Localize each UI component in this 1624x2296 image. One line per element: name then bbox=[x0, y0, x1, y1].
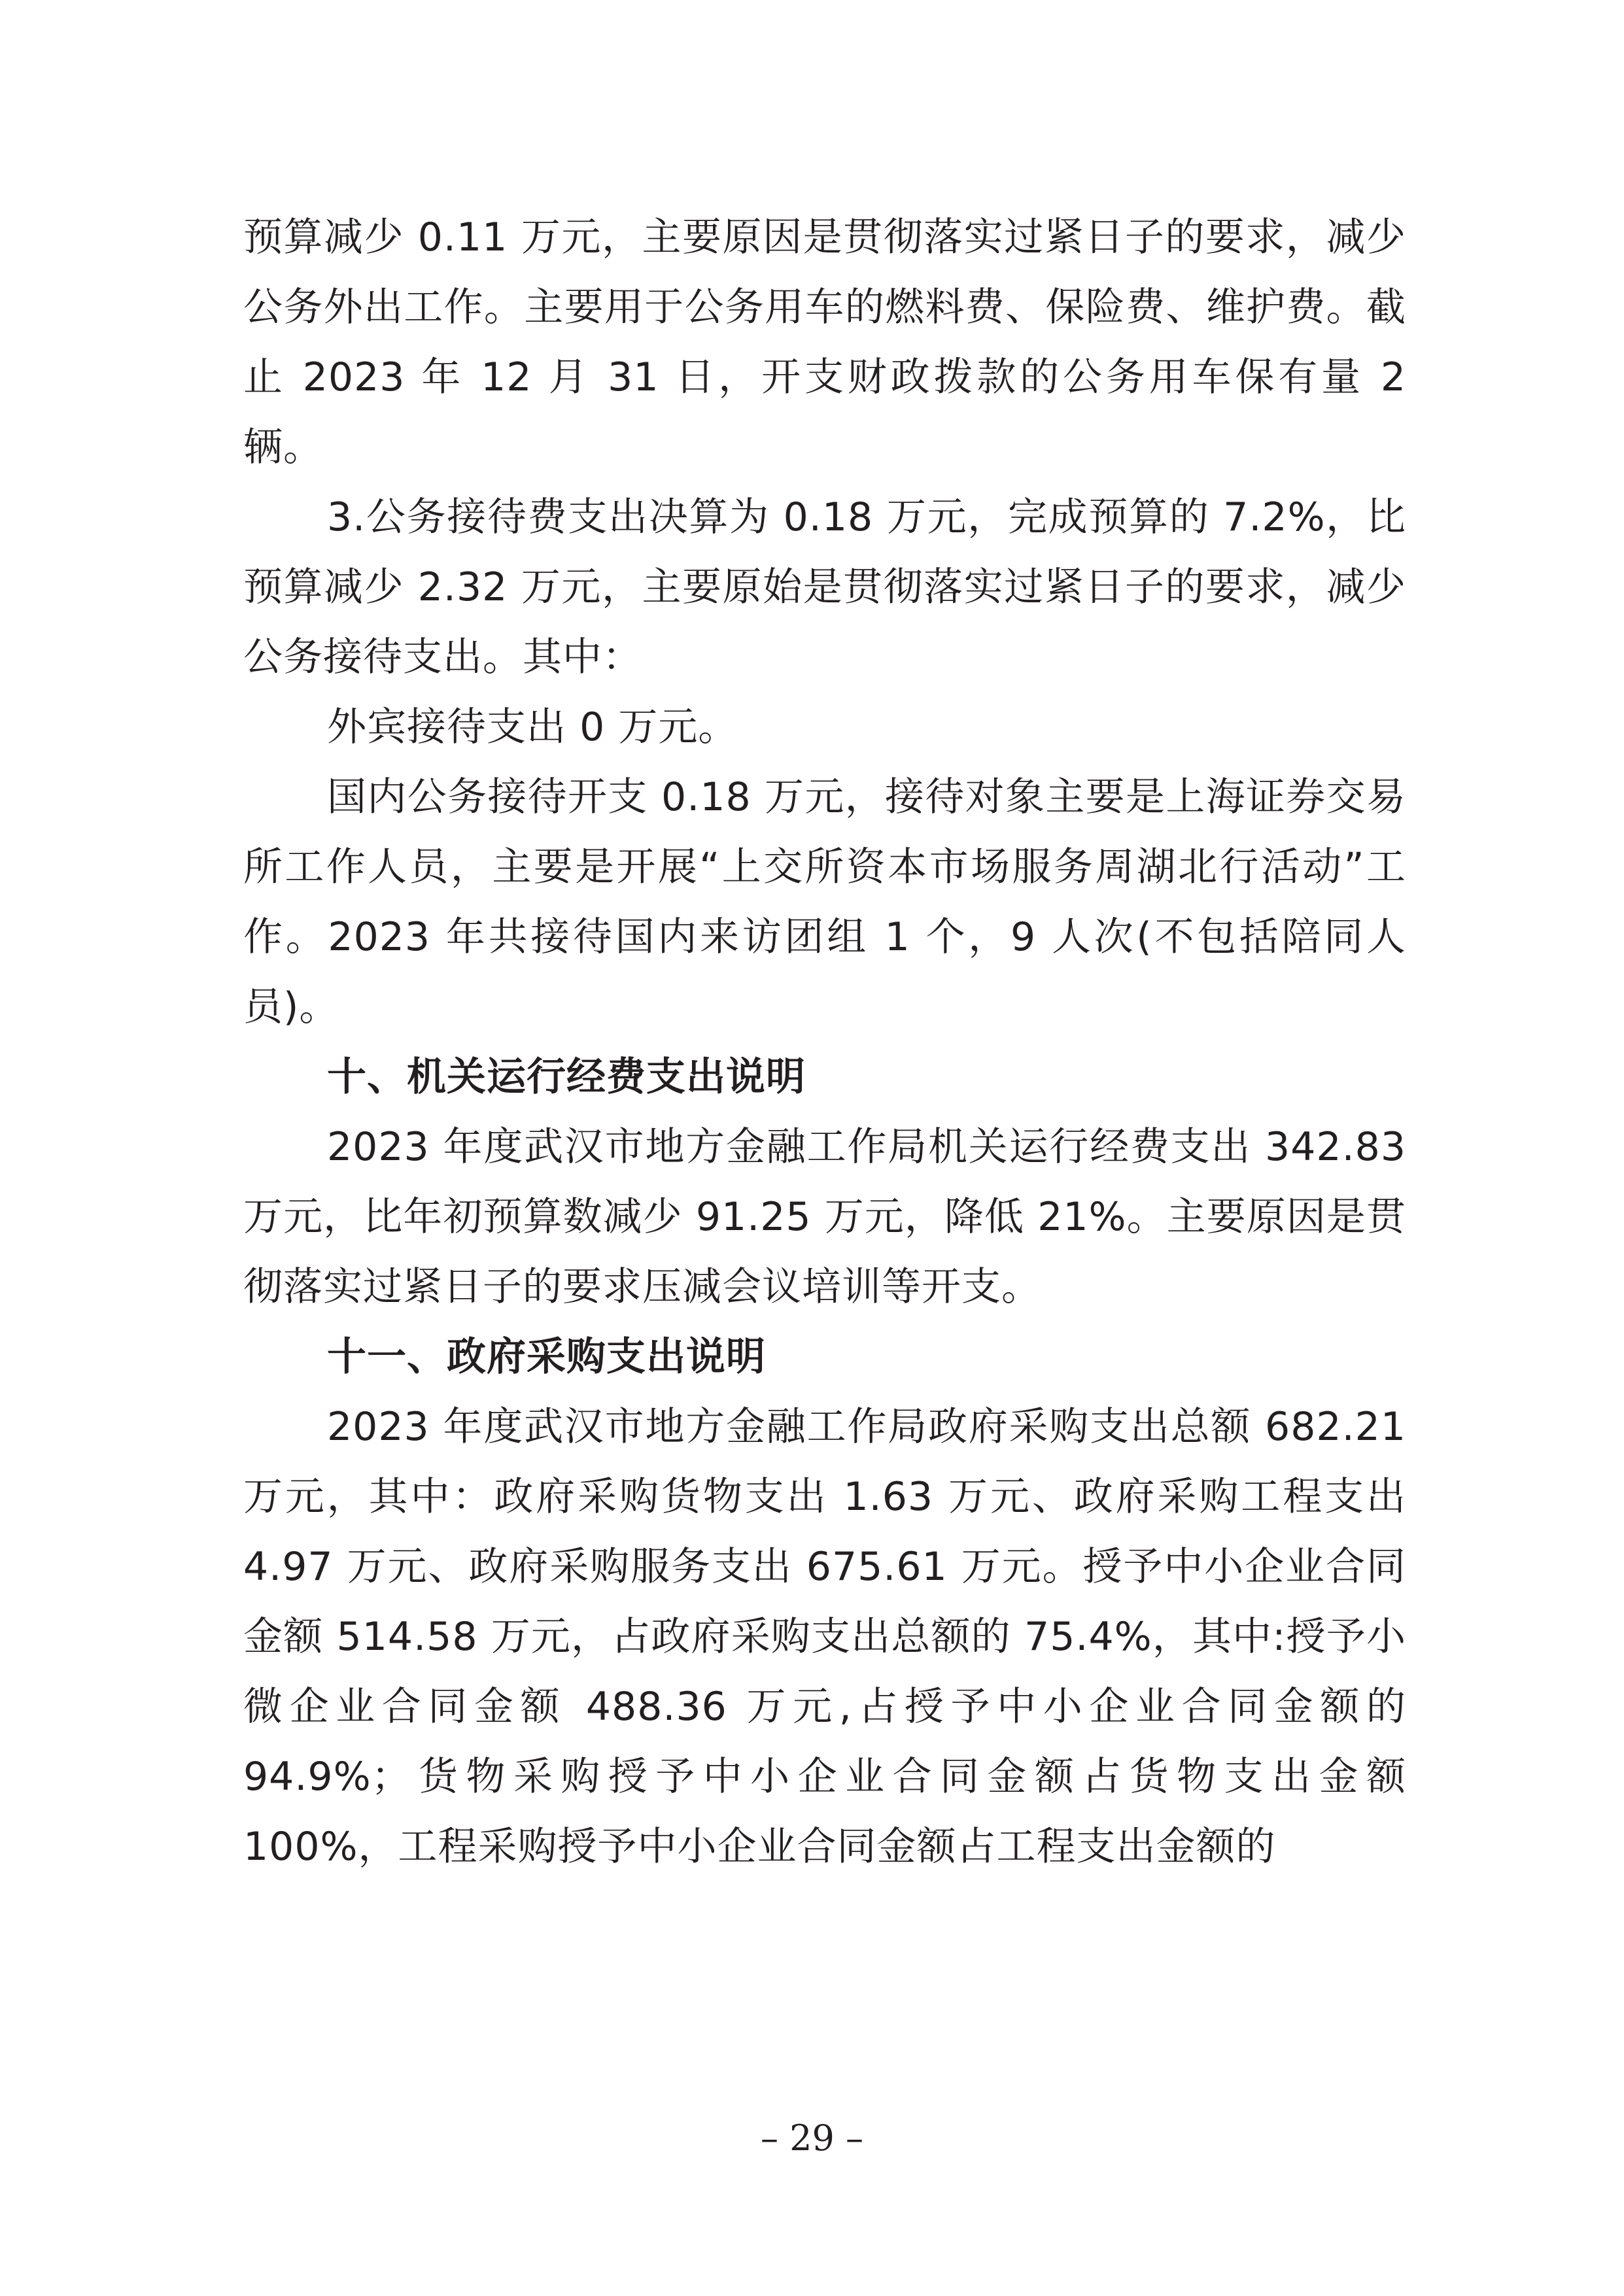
paragraph-reception-expense: 3.公务接待费支出决算为 0.18 万元，完成预算的 7.2%，比预算减少 2.32 万元，主要原始是贯彻落实过紧日子的要求，减少公务接待支出。其中： bbox=[243, 494, 1406, 680]
paragraph-foreign-reception: 外宾接待支出 0 万元。 bbox=[327, 704, 738, 750]
paragraph-domestic-reception: 国内公务接待开支 0.18 万元，接待对象主要是上海证券交易所工作人员，主要是开展“上交所资本市场服务周湖北行活动”工作。2023 年共接待国内来访团组 1 个，9 人次(不包括陪同人员)。 bbox=[243, 774, 1406, 1030]
document-body bbox=[243, 203, 1406, 1882]
page-number: – 29 – bbox=[760, 2117, 864, 2159]
paragraph-vehicle-budget: 预算减少 0.11 万元，主要原因是贯彻落实过紧日子的要求，减少公务外出工作。主要用于公务用车的燃料费、保险费、维护费。截止 2023 年 12 月 31 日，开支财政拨款的公务用车保有量 2 辆。 bbox=[243, 214, 1406, 470]
section-heading-operating-expenses: 十、机关运行经费支出说明 bbox=[327, 1054, 806, 1100]
paragraph-operating-expenses: 2023 年度武汉市地方金融工作局机关运行经费支出 342.83 万元，比年初预算数减少 91.25 万元，降低 21%。主要原因是贯彻落实过紧日子的要求压减会议培训等开支。 bbox=[243, 1124, 1406, 1310]
section-heading-procurement: 十一、政府采购支出说明 bbox=[327, 1334, 766, 1380]
paragraph-procurement: 2023 年度武汉市地方金融工作局政府采购支出总额 682.21 万元，其中：政府采购货物支出 1.63 万元、政府采购工程支出 4.97 万元、政府采购服务支出 675.61 万元。授予中小企业合同金额 514.58 万元，占政府采购支出总额的 75.4%，其中:授予小微企业合同金额 488.36 万元,占授予中小企业合同金额的 94.9%；货物采购授予中小企业合同金额占货物支出金额 100%，工程采购授予中小企业合同金额占工程支出金额的 bbox=[243, 1404, 1406, 1870]
